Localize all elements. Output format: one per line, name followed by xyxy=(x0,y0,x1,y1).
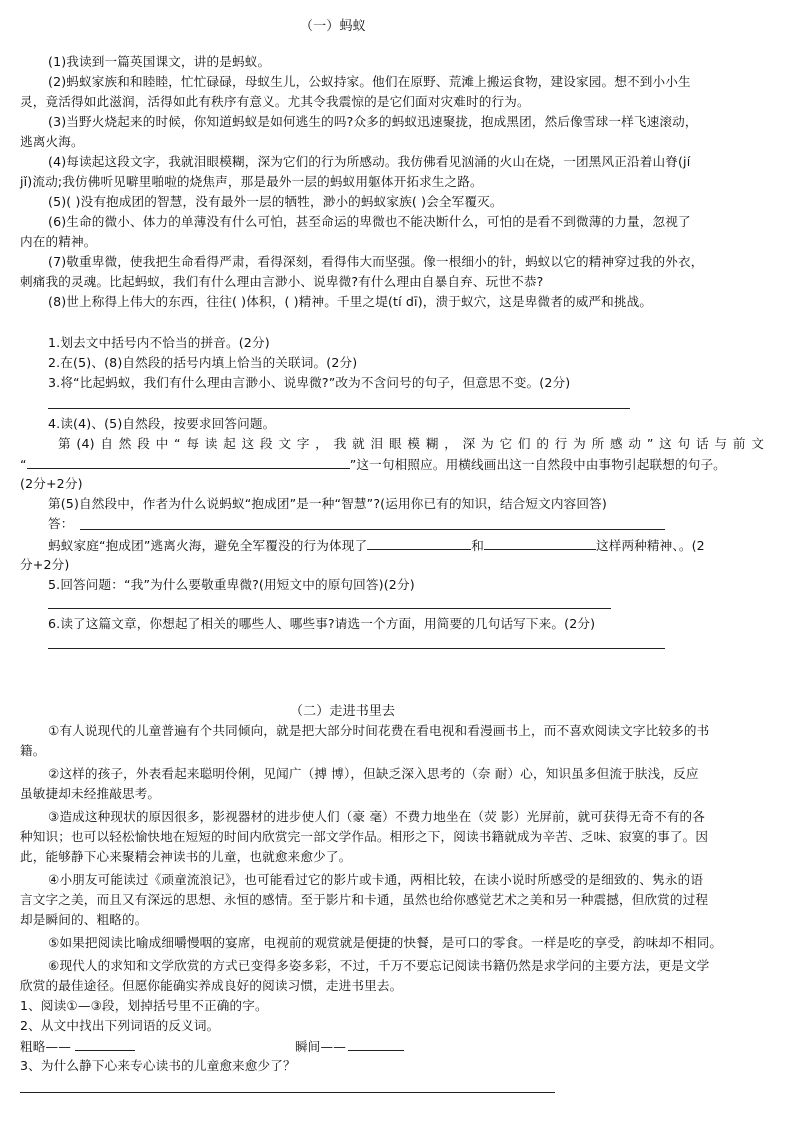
s2-question-2-words xyxy=(20,1036,404,1057)
s1-q4a-fill-blank[interactable] xyxy=(27,454,350,469)
s2-para-2-line-1: ②这样的孩子，外表看起来聪明伶俐，见闻广（搏 博），但缺乏深入思考的（奈 耐）心，知识虽多但流于肤浅，反应 xyxy=(48,766,699,781)
s1-para-6-line-2: 内在的精神。 xyxy=(20,234,97,249)
s1-question-3: 3.将“比起蚂蚁，我们有什么理由言渺小、说卑微?”改为不含问号的句子，但意思不变。(2分) xyxy=(48,375,571,390)
s2-q2-word-1: 粗略—— xyxy=(20,1039,71,1054)
s1-para-4-line-2: jǐ)流动;我仿佛听见噼里啪啦的烧焦声，那是最外一层的蚂蚁用躯体开拓求生之路。 xyxy=(20,174,483,189)
s1-q5-answer-line[interactable] xyxy=(48,608,611,609)
section1-title: （一）蚂蚁 xyxy=(300,19,366,34)
s1-para-7-line-1: (7)敬重卑微，使我把生命看得严肃，看得深刻，看得伟大而坚强。像一根细小的针，蚂蚁以它的精神穿过我的外衣， xyxy=(48,254,704,269)
s1-question-4a-line-3: (2分+2分) xyxy=(20,476,83,491)
s2-question-1: 1、阅读①—③段，划掉括号里不正确的字。 xyxy=(20,998,268,1013)
s1-question-4b-answer-label: 答： xyxy=(48,516,74,531)
s1-question-6: 6.读了这篇文章，你想起了相关的哪些人、哪些事?请选一个方面，用简要的几句话写下来。(2分) xyxy=(48,616,596,631)
s2-question-2: 2、从文中找出下列词语的反义词。 xyxy=(20,1018,220,1033)
s1-question-4b: 第(5)自然段中，作者为什么说蚂蚁“抱成团”是一种“智慧”?(运用你已有的知识，结合短文内容回答) xyxy=(48,496,607,511)
s2-para-3-line-2: 种知识；也可以轻松愉快地在短短的时间内欣赏完一部文学作品。相形之下，阅读书籍就成为辛苦、乏味、寂寞的事了。因 xyxy=(20,829,709,844)
s1-para-2-line-1: (2)蚂蚁家族和和睦睦，忙忙碌碌，母蚁生儿，公蚁持家。他们在原野、荒滩上搬运食物，建设家园。想不到小小生 xyxy=(48,74,691,89)
s2-para-1-line-2: 籍。 xyxy=(20,743,46,758)
s1-q4a-open-quote: “ xyxy=(20,457,27,472)
s2-para-4-line-3: 却是瞬间的、粗略的。 xyxy=(20,912,148,927)
s2-question-3: 3、为什么静下心来专心读书的儿童愈来愈少了？ xyxy=(20,1058,296,1073)
s1-para-6-line-1: (6)生命的微小、体力的单薄没有什么可怕，甚至命运的卑微也不能决断什么，可怕的是看不到微薄的力量，忽视了 xyxy=(48,214,691,229)
s1-question-4a-line-1: 第(4)自然段中“每读起这段文字，我就泪眼模糊，深为它们的行为所感动”这句话与前文 xyxy=(58,436,764,451)
s2-para-3-line-3: 此，能够静下心来聚精会神读书的儿童，也就愈来愈少了。 xyxy=(20,849,352,864)
s2-para-4-line-2: 言文字之美，而且又有深远的思想、永恒的感情。至于影片和卡通，虽然也给你感觉艺术之美和另一种震撼，但欣赏的过程 xyxy=(20,892,709,907)
s2-para-6-line-2: 欣赏的最佳途径。但愿你能确实养成良好的阅读习惯，走进书里去。 xyxy=(20,978,403,993)
s1-question-4a-line-2 xyxy=(20,454,726,475)
s1-para-1-line-1: (1)我读到一篇英国课文，讲的是蚂蚁。 xyxy=(48,54,271,69)
s1-para-3-line-2: 逃离火海。 xyxy=(20,134,84,149)
s1-para-7-line-2: 刺痛我的灵魂。比起蚂蚁，我们有什么理由言渺小、说卑微?有什么理由自暴自弃、玩世不恭? xyxy=(20,274,544,289)
s1-para-2-line-2: 灵，竟活得如此滋润，活得如此有秩序有意义。尤其令我震惊的是它们面对灾难时的行为。 xyxy=(20,94,530,109)
s1-q4c-blank-1[interactable] xyxy=(367,535,471,550)
s1-q4a-tail: ”这一句相照应。用横线画出这一自然段中由事物引起联想的句子。 xyxy=(349,457,726,472)
s2-q2-blank-1[interactable] xyxy=(75,1036,135,1051)
s1-para-8-line-1: (8)世上称得上伟大的东西，往往( )体积，( )精神。千里之堤(tí dī)，溃于蚁穴，这是卑微者的威严和挑战。 xyxy=(48,294,653,309)
s1-question-5: 5.回答问题：“我”为什么要敬重卑微?(用短文中的原句回答)(2分) xyxy=(48,577,415,592)
s2-para-6-line-1: ⑥现代人的求知和文学欣赏的方式已变得多姿多彩，不过，千万不要忘记阅读书籍仍然是求学问的主要方法，更是文学 xyxy=(48,958,710,973)
section2-title: （二）走进书里去 xyxy=(290,704,396,719)
s2-q2-blank-2[interactable] xyxy=(348,1036,404,1051)
s1-q4c-part-1: 蚂蚁家庭“抱成团”逃离火海，避免全军覆没的行为体现了 xyxy=(48,538,368,553)
s1-q6-answer-line[interactable] xyxy=(48,648,665,649)
s1-para-5-line-1: (5)( )没有抱成团的智慧，没有最外一层的牺牲，渺小的蚂蚁家族( )会全军覆灭。 xyxy=(48,194,503,209)
s1-q4c-part-2: 和 xyxy=(471,538,484,553)
s2-q3-answer-line[interactable] xyxy=(20,1092,555,1093)
s1-question-2: 2.在(5)、(8)自然段的括号内填上恰当的关联词。(2分) xyxy=(48,355,358,370)
s1-para-4-line-1: (4)每读起这段文字，我就泪眼模糊，深为它们的行为所感动。我仿佛看见汹涌的火山在烧，一团黑风正沿着山脊(jí xyxy=(48,154,691,169)
s1-q4c-part-3: 这样两种精神、。(2 xyxy=(595,538,705,553)
s2-para-5-line-1: ⑤如果把阅读比喻成细嚼慢咽的宴席，电视前的观赏就是便捷的快餐，是可口的零食。一样是吃的享受，韵味却不相同。 xyxy=(48,935,723,950)
s1-question-4c-line-2: 分+2分) xyxy=(20,557,70,572)
s1-q4b-answer-line[interactable] xyxy=(80,529,665,530)
s2-para-2-line-2: 虽敏捷却未经推敲思考。 xyxy=(20,786,161,801)
s1-question-1: 1.划去文中括号内不恰当的拼音。(2分) xyxy=(48,335,270,350)
s1-question-4-head: 4.读(4)、(5)自然段，按要求回答问题。 xyxy=(48,416,276,431)
s2-q2-word-2: 瞬间—— xyxy=(294,1039,346,1054)
s1-q4c-blank-2[interactable] xyxy=(484,535,596,550)
s2-para-1-line-1: ①有人说现代的儿童普遍有个共同倾向，就是把大部分时间花费在看电视和看漫画书上，而不喜欢阅读文字比较多的书 xyxy=(48,723,710,738)
s1-question-4c xyxy=(48,535,705,556)
s2-para-4-line-1: ④小朋友可能读过《顽童流浪记》，也可能看过它的影片或卡通，两相比较，在读小说时所感受的是细致的、隽永的语 xyxy=(48,872,704,887)
s2-para-3-line-1: ③造成这种现状的原因很多，影视器材的进步使人们（豪 毫）不费力地坐在（荧 影）光屏前，就可获得无奇不有的各 xyxy=(48,809,705,824)
s1-q3-answer-line[interactable] xyxy=(48,408,630,409)
s1-para-3-line-1: (3)当野火烧起来的时候，你知道蚂蚁是如何逃生的吗?众多的蚂蚁迅速聚拢，抱成黑团，然后像雪球一样飞速滚动， xyxy=(48,114,698,129)
